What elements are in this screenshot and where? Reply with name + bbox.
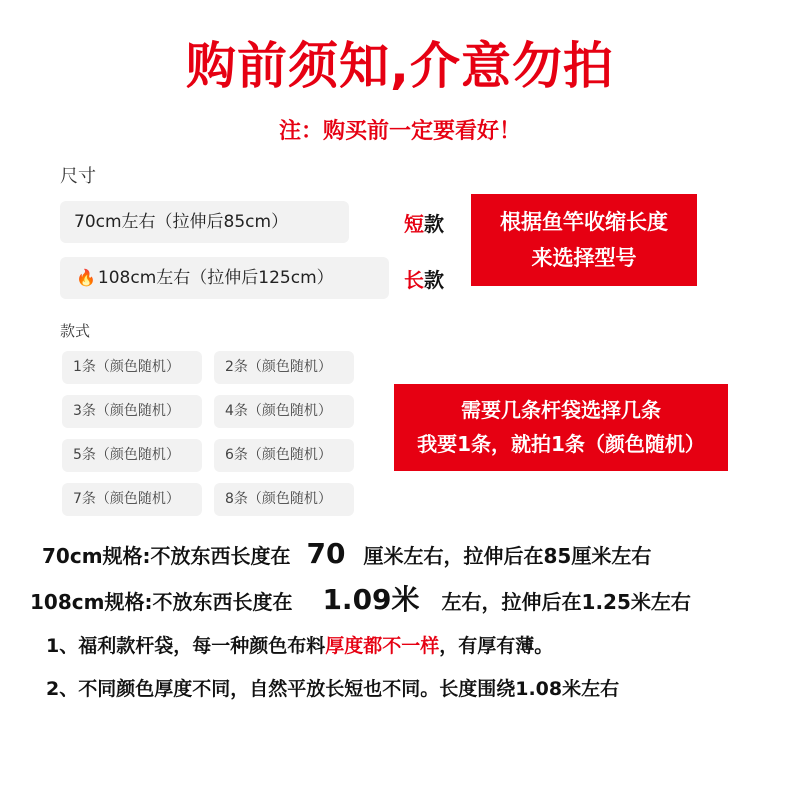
style-option-4[interactable]: 4条（颜色随机） (214, 395, 354, 428)
short-tag-red: 短 (404, 212, 424, 236)
style-option-8[interactable]: 8条（颜色随机） (214, 483, 354, 516)
size-option-long-label: 108cm左右（拉伸后125cm） (97, 268, 334, 288)
note-2 (46, 674, 619, 701)
fire-icon: 🔥 (76, 268, 96, 287)
spec-line-108 (30, 578, 691, 618)
size-label: 尺寸 (60, 166, 96, 187)
spec-70-suffix: 厘米左右，拉伸后在85厘米左右 (363, 544, 652, 568)
size-option-short[interactable] (60, 201, 349, 243)
style-note-line-1: 需要几条杆袋选择几条 (461, 398, 661, 422)
spec-108-prefix: 108cm规格:不放东西长度在 (30, 590, 293, 614)
size-option-long[interactable] (60, 257, 389, 299)
spec-108-suffix: 左右，拉伸后在1.25米左右 (441, 590, 691, 614)
note-1-a: 1、福利款杆袋，每一种颜色布料 (46, 635, 326, 657)
spec-70-prefix: 70cm规格:不放东西长度在 (42, 544, 291, 568)
spec-70-value: 70 (306, 537, 346, 570)
style-option-6[interactable]: 6条（颜色随机） (214, 439, 354, 472)
short-tag-rest: 款 (424, 212, 444, 236)
short-tag (404, 208, 444, 237)
long-tag-red: 长 (404, 268, 424, 292)
long-tag-rest: 款 (424, 268, 444, 292)
size-note-box (471, 194, 697, 286)
style-note-line-2: 我要1条，就拍1条（颜色随机） (417, 432, 705, 456)
style-option-1[interactable]: 1条（颜色随机） (62, 351, 202, 384)
page-title: 购前须知,介意勿拍 (186, 37, 614, 95)
note-1-b: ，有厚有薄。 (439, 635, 554, 657)
note-1-red: 厚度都不一样 (325, 635, 440, 657)
style-note-box (394, 384, 728, 471)
note-2-a: 2、不同颜色厚度不同，自然平放长短也不同。长度围绕1.08米左右 (46, 678, 620, 700)
size-option-short-label: 70cm左右（拉伸后85cm） (74, 212, 289, 232)
size-note-line-2: 来选择型号 (531, 246, 637, 270)
style-option-2[interactable]: 2条（颜色随机） (214, 351, 354, 384)
style-label: 款式 (60, 322, 91, 340)
size-note-line-1: 根据鱼竿收缩长度 (500, 210, 668, 234)
spec-108-value: 1.09米 (322, 583, 420, 616)
long-tag (404, 264, 444, 293)
style-option-5[interactable]: 5条（颜色随机） (62, 439, 202, 472)
style-option-3[interactable]: 3条（颜色随机） (62, 395, 202, 428)
page-subtitle: 注：购买前一定要看好！ (278, 119, 521, 144)
note-1 (46, 631, 553, 658)
style-option-7[interactable]: 7条（颜色随机） (62, 483, 202, 516)
spec-line-70 (42, 537, 651, 570)
